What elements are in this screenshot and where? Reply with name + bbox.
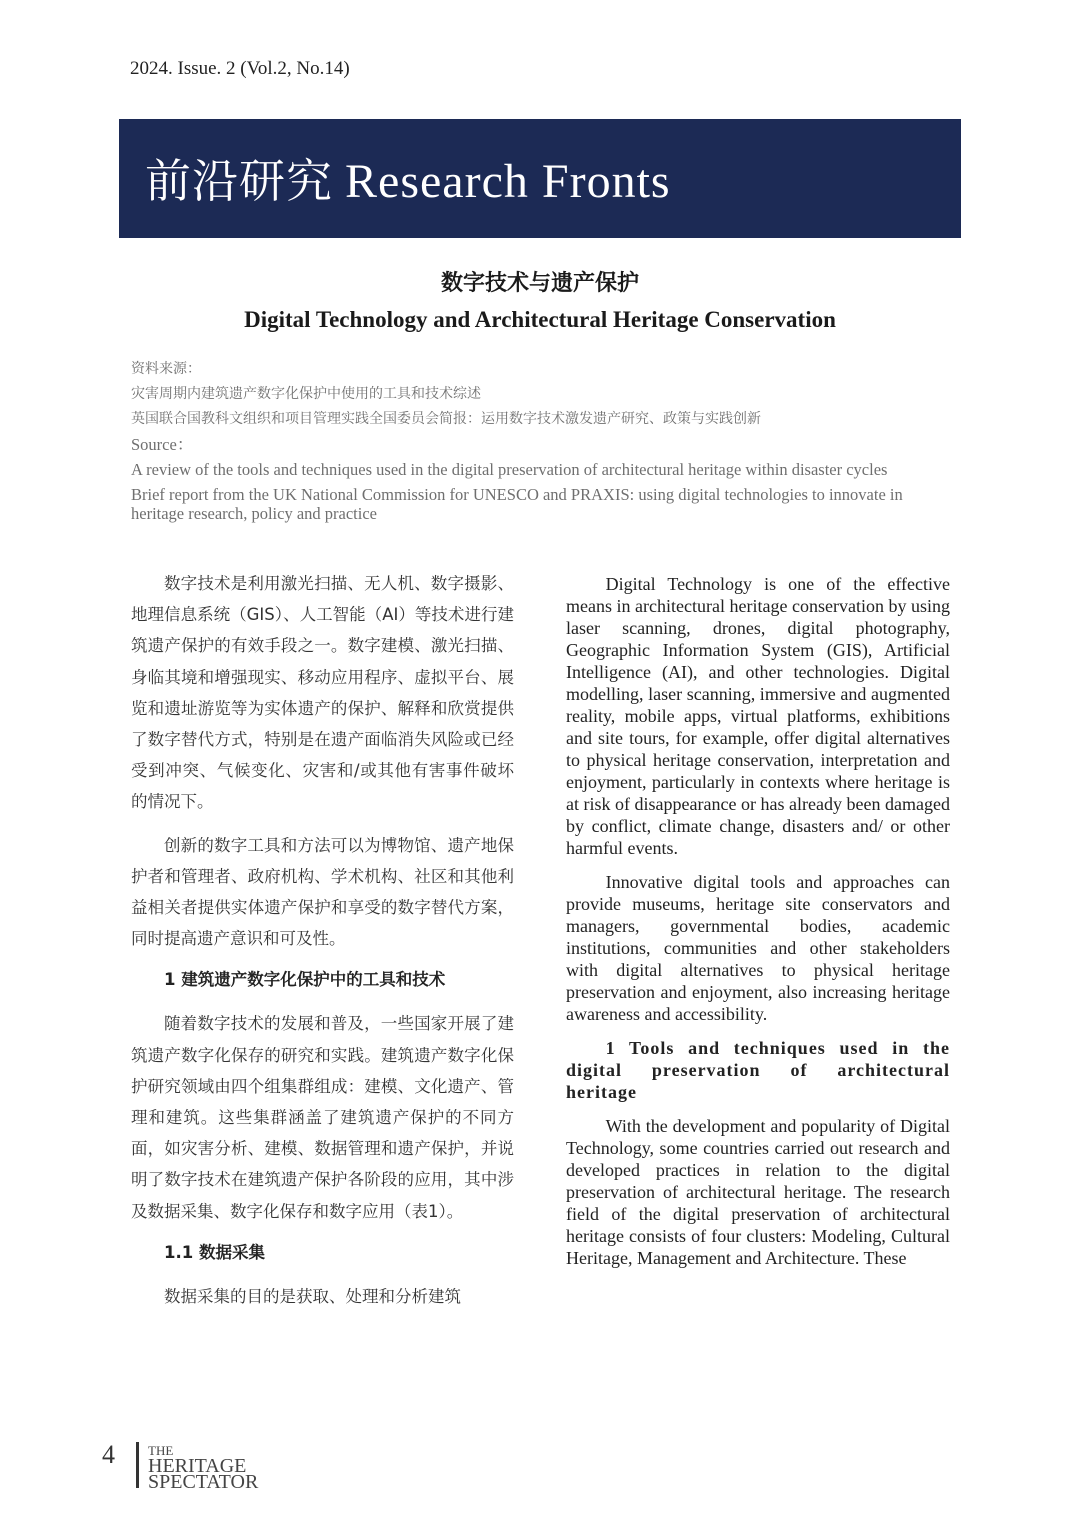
paragraph: Innovative digital tools and approaches can provide museums, heritage site conservators and managers, governmental bodies, academic institutions, communities and other stakeholders with digital alternatives to physical heritage preservation and enjoyment, also increasing heritage awareness and accessibility. — [566, 872, 950, 1024]
source-1-en: A review of the tools and techniques used in the digital preservation of architectural heritage within disaster cycles — [131, 460, 888, 479]
section-title — [145, 145, 671, 211]
body-column-cn — [131, 568, 514, 1324]
logo-line: SPECTATOR — [148, 1471, 259, 1493]
article-title-en: Digital Technology and Architectural Heritage Conservation — [244, 307, 836, 332]
footer-divider — [136, 1442, 139, 1488]
journal-logo — [148, 1443, 259, 1493]
logo-line: THE — [148, 1443, 174, 1458]
body-column-en — [566, 573, 950, 1281]
issue-info: 2024. Issue. 2 (Vol.2, No.14) — [130, 58, 350, 79]
section-heading: 1 建筑遗产数字化保护中的工具和技术 — [164, 970, 446, 990]
source-2-en: Brief report from the UK National Commission for UNESCO and PRAXIS: using digital technologies to innovate in heritage research, policy and practice — [131, 485, 903, 523]
logo-line: HERITAGE — [148, 1455, 247, 1477]
paragraph: 创新的数字工具和方法可以为博物馆、遗产地保护者和管理者、政府机构、学术机构、社区和其他利益相关者提供实体遗产保护和享受的数字替代方案，同时提高遗产意识和可及性。 — [131, 835, 514, 949]
page-number: 4 — [102, 1440, 115, 1469]
paragraph: 数字技术是利用激光扫描、无人机、数字摄影、地理信息系统（GIS）、人工智能（AI）等技术进行建筑遗产保护的有效手段之一。数字建模、激光扫描、身临其境和增强现实、移动应用程序、虚拟平台、展览和遗址游览等为实体遗产的保护、解释和欣赏提供了数字替代方式，特别是在遗产面临消失风险或已经受到冲突、气候变化、灾害和/或其他有害事件破坏的情况下。 — [131, 574, 514, 812]
section-title-en: Research Fronts — [345, 155, 671, 208]
paragraph: Digital Technology is one of the effective means in architectural heritage conservation by using laser scanning, drones, digital photography, Geographic Information System (GIS), Artificial Intelligence (AI), and other technologies. Digital modelling, laser scanning, immersive and augmented reality, mobile apps, virtual platforms, exhibitions and site tours, for example, offer digital alternatives to physical heritage conservation, interpretation and enjoyment, particularly in contexts where heritage is at risk of disappearance or has already been damaged by conflict, climate change, disasters and/ or other harmful events. — [566, 574, 950, 858]
paragraph: With the development and popularity of Digital Technology, some countries carried out research and developed practices in relation to the digital preservation of architectural heritage. The research field of the digital preservation of architectural heritage consists of four clusters: Modeling, Cultural Heritage, Management and Architecture. These — [566, 1116, 950, 1268]
source-label-en: Source： — [131, 435, 194, 454]
source-2-cn: 英国联合国教科文组织和项目管理实践全国委员会简报：运用数字技术激发遗产研究、政策与实践创新 — [131, 411, 761, 427]
paragraph: 数据采集的目的是获取、处理和分析建筑 — [164, 1286, 461, 1306]
sources-block — [131, 360, 951, 529]
section-banner — [119, 119, 961, 238]
section-heading: 1 Tools and techniques used in the digital preservation of architectural heritage — [566, 1038, 950, 1102]
article-title-cn: 数字技术与遗产保护 — [440, 271, 639, 296]
subsection-heading: 1.1 数据采集 — [164, 1242, 265, 1262]
section-title-cn: 前沿研究 — [145, 154, 333, 208]
paragraph: 随着数字技术的发展和普及，一些国家开展了建筑遗产数字化保存的研究和实践。建筑遗产数字化保护研究领域由四个组集群组成：建模、文化遗产、管理和建筑。这些集群涵盖了建筑遗产保护的不同方面，如灾害分析、建模、数据管理和遗产保护，并说明了数字技术在建筑遗产保护各阶段的应用，其中涉及数据采集、数字化保存和数字应用（表1）。 — [131, 1014, 514, 1221]
source-1-cn: 灾害周期内建筑遗产数字化保护中使用的工具和技术综述 — [131, 386, 481, 402]
source-label-cn: 资料来源： — [131, 361, 201, 377]
